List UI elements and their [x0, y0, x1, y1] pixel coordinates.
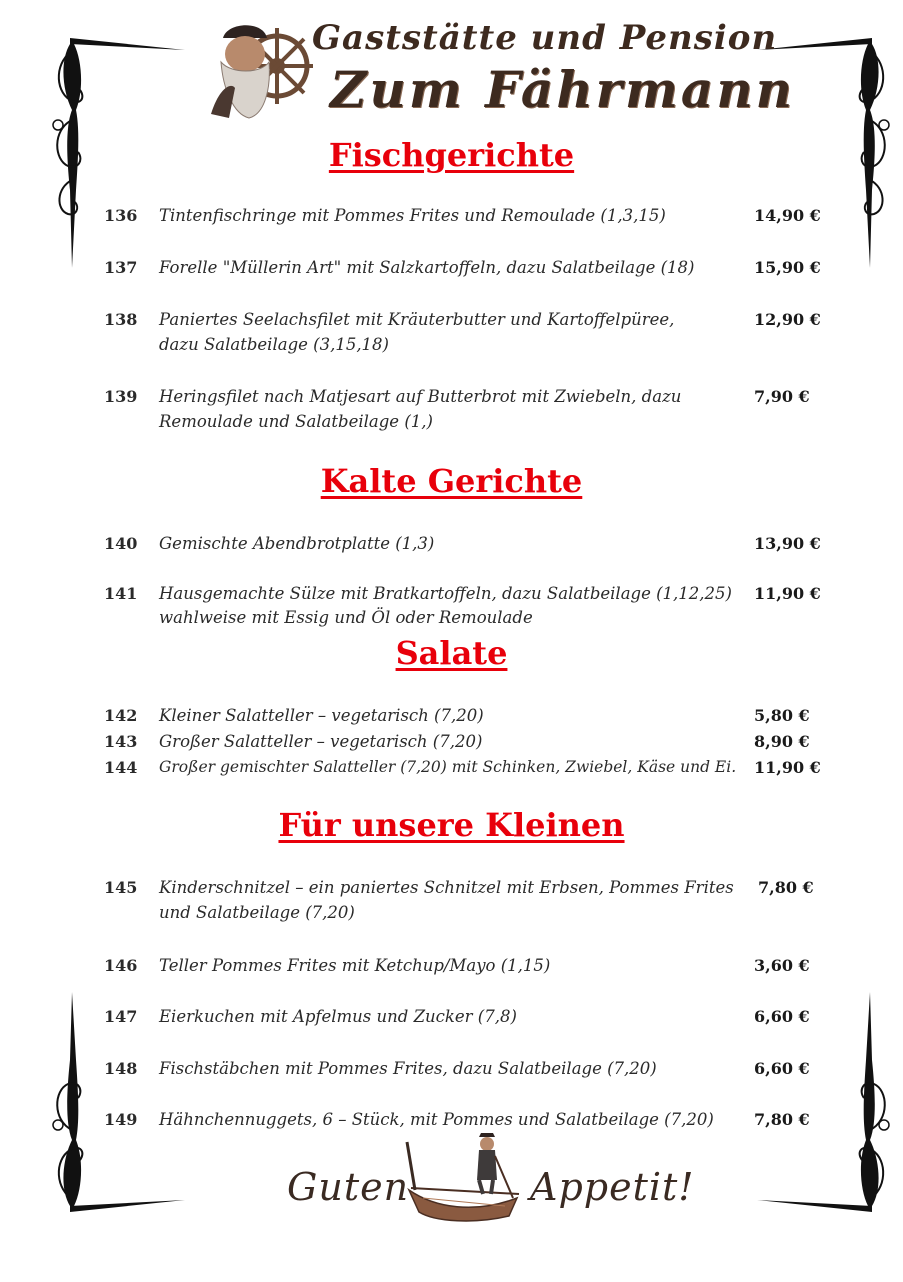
item-description: Hausgemachte Sülze mit Bratkartoffeln, dazu Salatbeilage (1,12,25): [159, 584, 732, 603]
header: [0, 0, 903, 130]
item-price: 11,90 €: [754, 758, 821, 777]
section-title-fuer-unsere-kleinen: Für unsere Kleinen: [278, 806, 625, 844]
item-price: 15,90 €: [754, 258, 821, 277]
item-description: Gemischte Abendbrotplatte (1,3): [159, 534, 435, 553]
item-number: 137: [104, 258, 138, 277]
item-number: 146: [104, 956, 138, 975]
item-number: 139: [104, 387, 138, 406]
item-number: 136: [104, 206, 138, 225]
item-number: 140: [104, 534, 138, 553]
item-description: Eierkuchen mit Apfelmus und Zucker (7,8): [159, 1007, 517, 1026]
item-description: Hähnchennuggets, 6 – Stück, mit Pommes und Salatbeilage (7,20): [159, 1110, 714, 1129]
item-number: 147: [104, 1007, 138, 1026]
item-price: 6,60 €: [754, 1059, 810, 1078]
item-description: Forelle "Müllerin Art" mit Salzkartoffeln, dazu Salatbeilage (18): [159, 258, 695, 277]
item-description: Tintenfischringe mit Pommes Frites und Remoulade (1,3,15): [159, 206, 666, 225]
item-price: 7,90 €: [754, 387, 810, 406]
ferryman-logo-icon: [205, 18, 313, 122]
item-price: 13,90 €: [754, 534, 821, 553]
item-price: 5,80 €: [754, 706, 810, 725]
item-price: 7,80 €: [758, 878, 814, 897]
item-price: 14,90 €: [754, 206, 821, 225]
item-price: 7,80 €: [754, 1110, 810, 1129]
item-description: Heringsfilet nach Matjesart auf Butterbrot mit Zwiebeln, dazu: [159, 387, 682, 406]
item-number: 145: [104, 878, 138, 897]
footer-guten: Guten: [287, 1165, 410, 1209]
item-description: Kinderschnitzel – ein paniertes Schnitzel mit Erbsen, Pommes Frites: [159, 878, 734, 897]
item-number: 141: [104, 584, 138, 603]
item-description-line2: dazu Salatbeilage (3,15,18): [159, 335, 389, 354]
item-description-line2: Remoulade und Salatbeilage (1,): [159, 412, 433, 431]
item-description-line2: wahlweise mit Essig und Öl oder Remoulade: [159, 608, 533, 627]
item-number: 138: [104, 310, 138, 329]
item-description-line2: und Salatbeilage (7,20): [159, 903, 355, 922]
item-price: 8,90 €: [754, 732, 810, 751]
restaurant-subtitle: Gaststätte und Pension: [312, 18, 778, 58]
item-description: Großer Salatteller – vegetarisch (7,20): [159, 732, 483, 751]
section-title-fischgerichte: Fischgerichte: [328, 136, 575, 174]
item-number: 149: [104, 1110, 138, 1129]
item-description: Großer gemischter Salatteller (7,20) mit Schinken, Zwiebel, Käse und Ei.: [159, 758, 737, 776]
footer-appetit: Appetit!: [530, 1165, 695, 1209]
item-description: Teller Pommes Frites mit Ketchup/Mayo (1,15): [159, 956, 551, 975]
restaurant-name: Zum Fährmann: [330, 60, 796, 119]
item-price: 3,60 €: [754, 956, 810, 975]
item-price: 12,90 €: [754, 310, 821, 329]
section-title-kalte-gerichte: Kalte Gerichte: [320, 462, 583, 500]
section-title-salate: Salate: [395, 634, 508, 672]
item-number: 144: [104, 758, 138, 777]
item-price: 6,60 €: [754, 1007, 810, 1026]
item-description: Paniertes Seelachsfilet mit Kräuterbutter und Kartoffelpüree,: [159, 310, 675, 329]
item-number: 142: [104, 706, 138, 725]
item-description: Fischstäbchen mit Pommes Frites, dazu Salatbeilage (7,20): [159, 1059, 657, 1078]
item-number: 148: [104, 1059, 138, 1078]
item-number: 143: [104, 732, 138, 751]
item-description: Kleiner Salatteller – vegetarisch (7,20): [159, 706, 484, 725]
item-price: 11,90 €: [754, 584, 821, 603]
boat-icon: [405, 1128, 523, 1224]
